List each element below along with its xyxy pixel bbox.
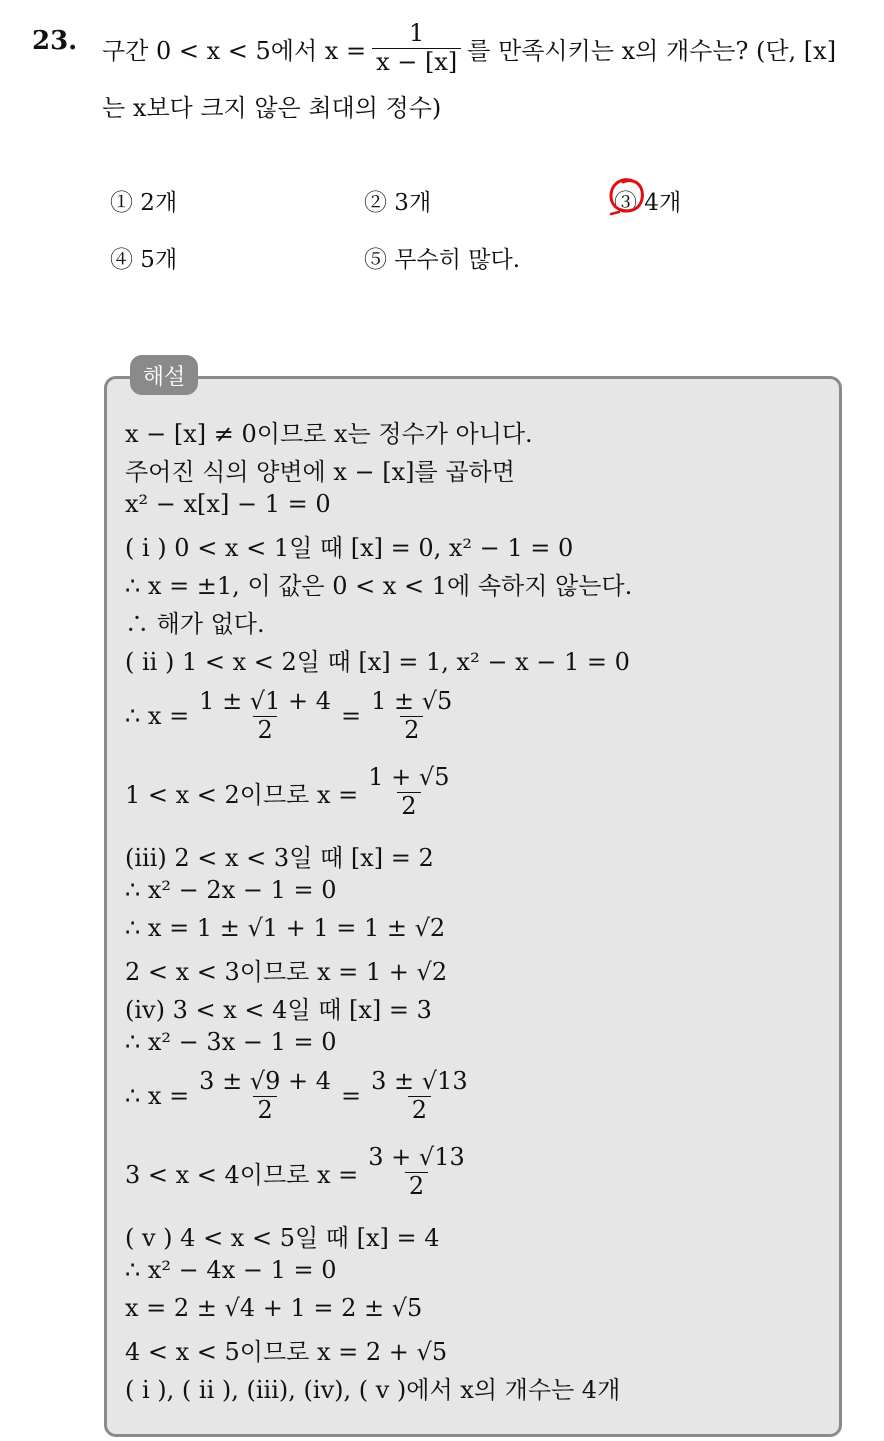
solution-line-5: ∴ x = ±1, 이 값은 0 < x < 1에 속하지 않는다.: [125, 572, 633, 600]
solution-line-20: x = 2 ± √4 + 1 = 2 ± √5: [125, 1294, 423, 1322]
line9-frac-num: 1 + √5: [368, 763, 450, 791]
solution-line-17: [125, 1144, 475, 1200]
line8-frac-1-den: 2: [253, 716, 276, 745]
solution-line-19: ∴ x² − 4x − 1 = 0: [125, 1256, 337, 1284]
solution-line-14: (iv) 3 < x < 4일 때 [x] = 3: [125, 996, 432, 1024]
line8-frac-1: [195, 688, 335, 744]
choice-4[interactable]: ④ 5개: [110, 247, 178, 273]
choice-2[interactable]: ② 3개: [364, 190, 432, 216]
question-number: 23.: [32, 26, 78, 56]
choice-3[interactable]: ③ 4개: [614, 190, 682, 216]
solution-line-16: [125, 1068, 478, 1124]
line8-frac-2-num: 1 ± √5: [371, 687, 453, 715]
solution-line-21: 4 < x < 5이므로 x = 2 + √5: [125, 1338, 448, 1366]
line9-frac-den: 2: [397, 792, 420, 821]
question-suffix: 를 만족시키는 x의 개수는? (단, [x]: [467, 36, 837, 65]
line8-prefix: ∴ x =: [125, 702, 190, 731]
line9-frac: [364, 764, 453, 820]
line8-eq: =: [341, 702, 362, 731]
choice-5[interactable]: ⑤ 무수히 많다.: [364, 247, 521, 273]
solution-line-7: ( ii ) 1 < x < 2일 때 [x] = 1, x² − x − 1 = 0: [125, 648, 630, 676]
solution-line-15: ∴ x² − 3x − 1 = 0: [125, 1028, 337, 1056]
solution-line-2: 주어진 식의 양변에 x − [x]를 곱하면: [125, 458, 515, 486]
question-line-1: [102, 20, 836, 76]
solution-line-13: 2 < x < 3이므로 x = 1 + √2: [125, 958, 448, 986]
question-fraction: [372, 20, 461, 76]
solution-line-12: ∴ x = 1 ± √1 + 1 = 1 ± √2: [125, 914, 446, 942]
solution-line-22: ( i ), ( ii ), (iii), (iv), ( v )에서 x의 개수는 4개: [125, 1376, 621, 1404]
solution-line-1: x − [x] ≠ 0이므로 x는 정수가 아니다.: [125, 420, 533, 448]
line16-frac-2-den: 2: [408, 1096, 431, 1125]
line17-frac-num: 3 + √13: [368, 1143, 465, 1171]
solution-line-9: [125, 764, 459, 820]
solution-line-18: ( v ) 4 < x < 5일 때 [x] = 4: [125, 1224, 440, 1252]
question-line-2: 는 x보다 크지 않은 최대의 정수): [102, 94, 442, 122]
line8-frac-2-den: 2: [400, 716, 423, 745]
line9-prefix: 1 < x < 2이므로 x =: [125, 780, 359, 809]
line17-prefix: 3 < x < 4이므로 x =: [125, 1160, 359, 1189]
question-prefix: 구간 0 < x < 5에서 x =: [102, 36, 367, 65]
line8-frac-2: [367, 688, 456, 744]
solution-line-6: ∴ 해가 없다.: [125, 610, 265, 638]
line17-frac: [364, 1144, 468, 1200]
line16-frac-1-den: 2: [253, 1096, 276, 1125]
solution-line-3: x² − x[x] − 1 = 0: [125, 490, 331, 518]
line16-prefix: ∴ x =: [125, 1082, 190, 1111]
solution-line-8: [125, 688, 462, 744]
choice-1[interactable]: ① 2개: [110, 190, 178, 216]
answer-circle-mark: [607, 176, 647, 216]
line16-frac-2-num: 3 ± √13: [371, 1067, 468, 1095]
solution-tab: 해설: [130, 355, 198, 395]
line16-frac-2: [367, 1068, 471, 1124]
line17-frac-den: 2: [405, 1172, 428, 1201]
solution-line-4: ( i ) 0 < x < 1일 때 [x] = 0, x² − 1 = 0: [125, 534, 574, 562]
line8-frac-1-num: 1 ± √1 + 4: [199, 687, 332, 715]
solution-line-10: (iii) 2 < x < 3일 때 [x] = 2: [125, 844, 434, 872]
solution-line-11: ∴ x² − 2x − 1 = 0: [125, 876, 337, 904]
line16-frac-1: [195, 1068, 335, 1124]
question-frac-num: 1: [409, 19, 425, 47]
question-frac-den: x − [x]: [372, 48, 461, 77]
line16-eq: =: [341, 1082, 362, 1111]
line16-frac-1-num: 3 ± √9 + 4: [199, 1067, 332, 1095]
